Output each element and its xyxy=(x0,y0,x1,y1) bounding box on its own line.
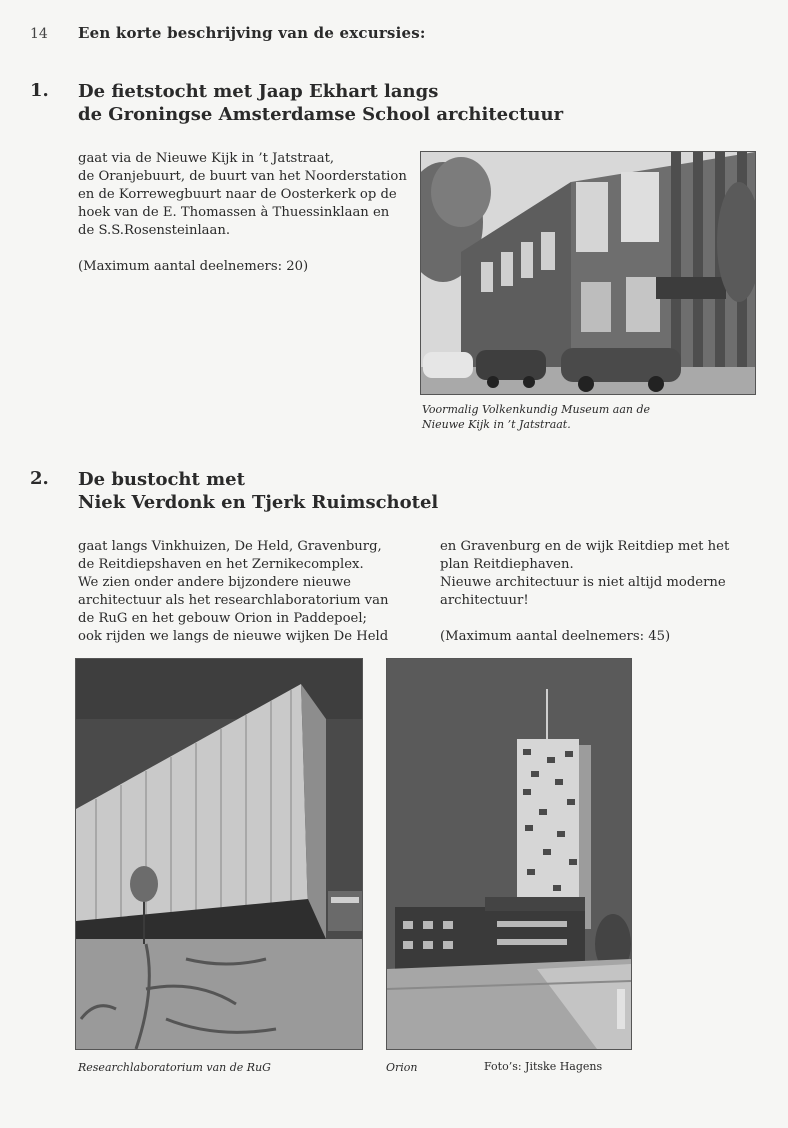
section-2-title-line-1: De bustocht met xyxy=(78,469,245,490)
section-1-title-line-1: De fietstocht met Jaap Ekhart langs xyxy=(78,81,439,102)
section-2-body-line: We zien onder andere bijzondere nieuwe xyxy=(78,575,351,590)
caption-line: Voormalig Volkenkundig Museum aan de xyxy=(422,403,651,416)
section-1-title xyxy=(78,80,563,126)
section-1-body-line: de S.S.Rosensteinlaan. xyxy=(78,223,231,238)
section-1-body-line: en de Korrewegbuurt naar de Oosterkerk op de xyxy=(78,187,397,202)
section-1-body-line: gaat via de Nieuwe Kijk in ’t Jatstraat, xyxy=(78,151,335,166)
section-2-body-line: architectuur! xyxy=(440,593,529,608)
section-1-title-line-2: de Groningse Amsterdamse School architectuur xyxy=(78,104,564,125)
section-2-body-line: gaat langs Vinkhuizen, De Held, Gravenburg, xyxy=(78,539,382,554)
section-1-max-participants: (Maximum aantal deelnemers: 20) xyxy=(78,259,309,274)
section-2-max-participants: (Maximum aantal deelnemers: 45) xyxy=(440,629,671,644)
section-1-body-line: hoek van de E. Thomassen à Thuessinklaan en xyxy=(78,205,390,220)
section-2-body-line: ook rijden we langs de nieuwe wijken De Held xyxy=(78,629,389,644)
section-1-body xyxy=(78,150,408,276)
research-lab-photo xyxy=(75,658,363,1050)
section-2-body-line: Nieuwe architectuur is niet altijd moderne xyxy=(440,575,726,590)
museum-photo xyxy=(420,151,756,395)
page-number: 14 xyxy=(30,26,48,42)
orion-photo xyxy=(386,658,632,1050)
research-lab-photo-caption: Researchlaboratorium van de RuG xyxy=(78,1061,271,1074)
section-2-body-line: en Gravenburg en de wijk Reitdiep met het xyxy=(440,539,730,554)
section-2-body-line: plan Reitdiephaven. xyxy=(440,557,574,572)
section-2-title xyxy=(78,468,438,514)
section-1-body-line: de Oranjebuurt, de buurt van het Noorderstation xyxy=(78,169,407,184)
section-2-body-line: de RuG en het gebouw Orion in Paddepoel; xyxy=(78,611,368,626)
section-1-number: 1. xyxy=(30,80,49,101)
caption-line: Nieuwe Kijk in ’t Jatstraat. xyxy=(422,418,571,431)
section-2-title-line-2: Niek Verdonk en Tjerk Ruimschotel xyxy=(78,492,439,513)
section-2-body-line: architectuur als het researchlaboratorium van xyxy=(78,593,389,608)
section-2-body-line: de Reitdiepshaven en het Zernikecomplex. xyxy=(78,557,364,572)
museum-photo-caption xyxy=(422,402,752,432)
section-2-column-1 xyxy=(78,538,428,646)
page-title: Een korte beschrijving van de excursies: xyxy=(78,24,426,42)
section-2-column-2 xyxy=(440,538,760,646)
section-2-number: 2. xyxy=(30,468,49,489)
photo-credit: Foto’s: Jitske Hagens xyxy=(484,1060,603,1073)
orion-photo-caption: Orion xyxy=(386,1061,418,1074)
